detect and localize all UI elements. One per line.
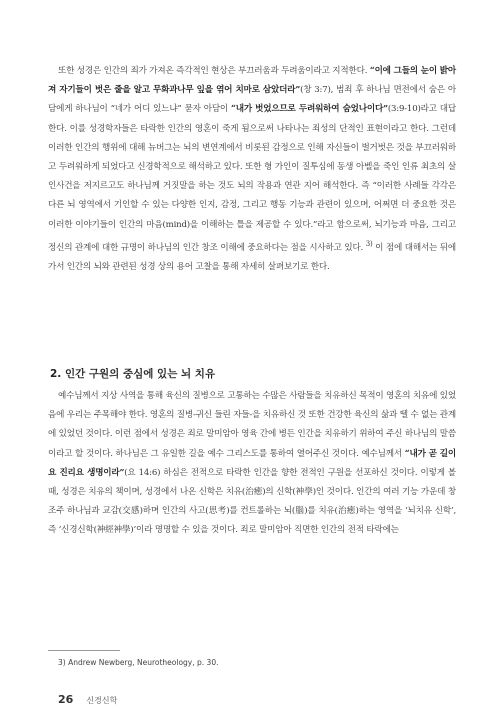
section-heading: 2. 인간 구원의 중심에 있는 뇌 치유 xyxy=(50,368,216,380)
text-run: 또한 성경은 인간의 죄가 가져온 즉각적인 현상은 부끄러움과 두려움이라고 지적한다. xyxy=(58,66,368,76)
body-paragraph xyxy=(48,62,456,277)
bible-quote: “내가 곧 길이요 진리요 생명이라” xyxy=(48,448,456,478)
bible-quote: “내가 벗었으므로 두려워하여 숨었나이다” xyxy=(230,104,388,115)
section-paragraph xyxy=(48,387,456,541)
footnote-reference[interactable]: 3) xyxy=(365,239,373,248)
text-run: 이 점에 대해서는 뒤에 가서 인간의 뇌와 관련된 성경 상의 용어 고찰을 통해 자세히 살펴보기로 한다. xyxy=(48,242,456,272)
text-run: (요 14:6) 하심은 전적으로 타락한 인간을 향한 전적인 구원을 선포하신 것이다. 이렇게 볼 때, 성경은 치유의 책이며, 성경에서 나온 신학은 치유(治癒)의 신학(神學)인 것이다. 인간의 여러 기능 가운데 창조주 하나님과 교감(交感)하며 인간의 사고(思考)를 컨트롤하는 뇌(腦)를 치유(治癒)하는 영역을 ‘뇌치유 신학’, 즉 ‘신경신학(神經神學)’이라 명명할 수 있을 것이다. 죄로 말미암아 직면한 인간의 전적 타락에는 xyxy=(48,467,457,536)
footnote-divider xyxy=(48,650,120,651)
journal-name: 신경신학 xyxy=(86,696,118,705)
bible-quote: “이에 그들의 눈이 밝아져 자기들이 벗은 줄을 알고 무화과나무 잎을 엮어 치마로 삼았더라” xyxy=(48,66,456,96)
text-run: (3:9-10)라고 대답한다. 이를 성경학자들은 타락한 인간의 영혼이 죽게 됨으로써 나타나는 죄성의 단적인 표현이라고 한다. 그런데 이러한 인간의 행위에 대해 뉴버그는 뇌의 변연계에서 비롯된 감정으로 인해 자신들이 벌거벗은 것을 부끄러워하고 두려워하게 되었다고 신경학적으로 해석하고 있다. 또한 형 가인이 질투심에 동생 아벨을 죽인 인류 최초의 살인사건을 저지르고도 하나님께 거짓말을 하는 것도 뇌의 작용과 연관 지어 해석한다. 즉 “이러한 사례들 각각은 다른 뇌 영역에서 기인할 수 있는 다양한 인지, 감정, 그리고 행동 기능과 관련이 있으며, 어쩌면 더 중요한 것은 이러한 이야기들이 인간의 마음(mind)을 이해하는 틀을 제공할 수 있다.”라고 함으로써, 뇌기능과 마음, 그리고 정신의 관계에 대한 규명이 하나님의 인간 창조 이해에 중요하다는 점을 시사하고 있다. xyxy=(48,104,456,253)
paragraph xyxy=(48,387,456,541)
text-run: (창 3:7), 범죄 후 하나님 면전에서 숨은 아담에게 하나님이 “네가 어디 있느냐” 묻자 아담이 xyxy=(48,85,456,115)
footnote: 3) Andrew Newberg, Neurotheology, p. 30. xyxy=(58,658,219,667)
page-number: 26 xyxy=(58,693,74,706)
text-run: 예수님께서 지상 사역을 통해 육신의 질병으로 고통하는 수많은 사람들을 치유하신 목적이 영혼의 치유에 있었음에 우리는 주목해야 한다. 영혼의 질병-귀신 들린 자들-을 치유하신 것 또한 건강한 육신의 삶과 뗄 수 없는 관계에 있었던 것이다. 이런 점에서 성경은 죄로 말미암아 영육 간에 병든 인간을 치유하기 위하여 주신 하나님의 말씀이라고 할 것이다. 하나님은 그 유일한 길을 예수 그리스도를 통하여 열어주신 것이다. 예수님께서 xyxy=(48,391,456,459)
page-footer xyxy=(58,688,117,707)
paragraph xyxy=(48,62,456,277)
